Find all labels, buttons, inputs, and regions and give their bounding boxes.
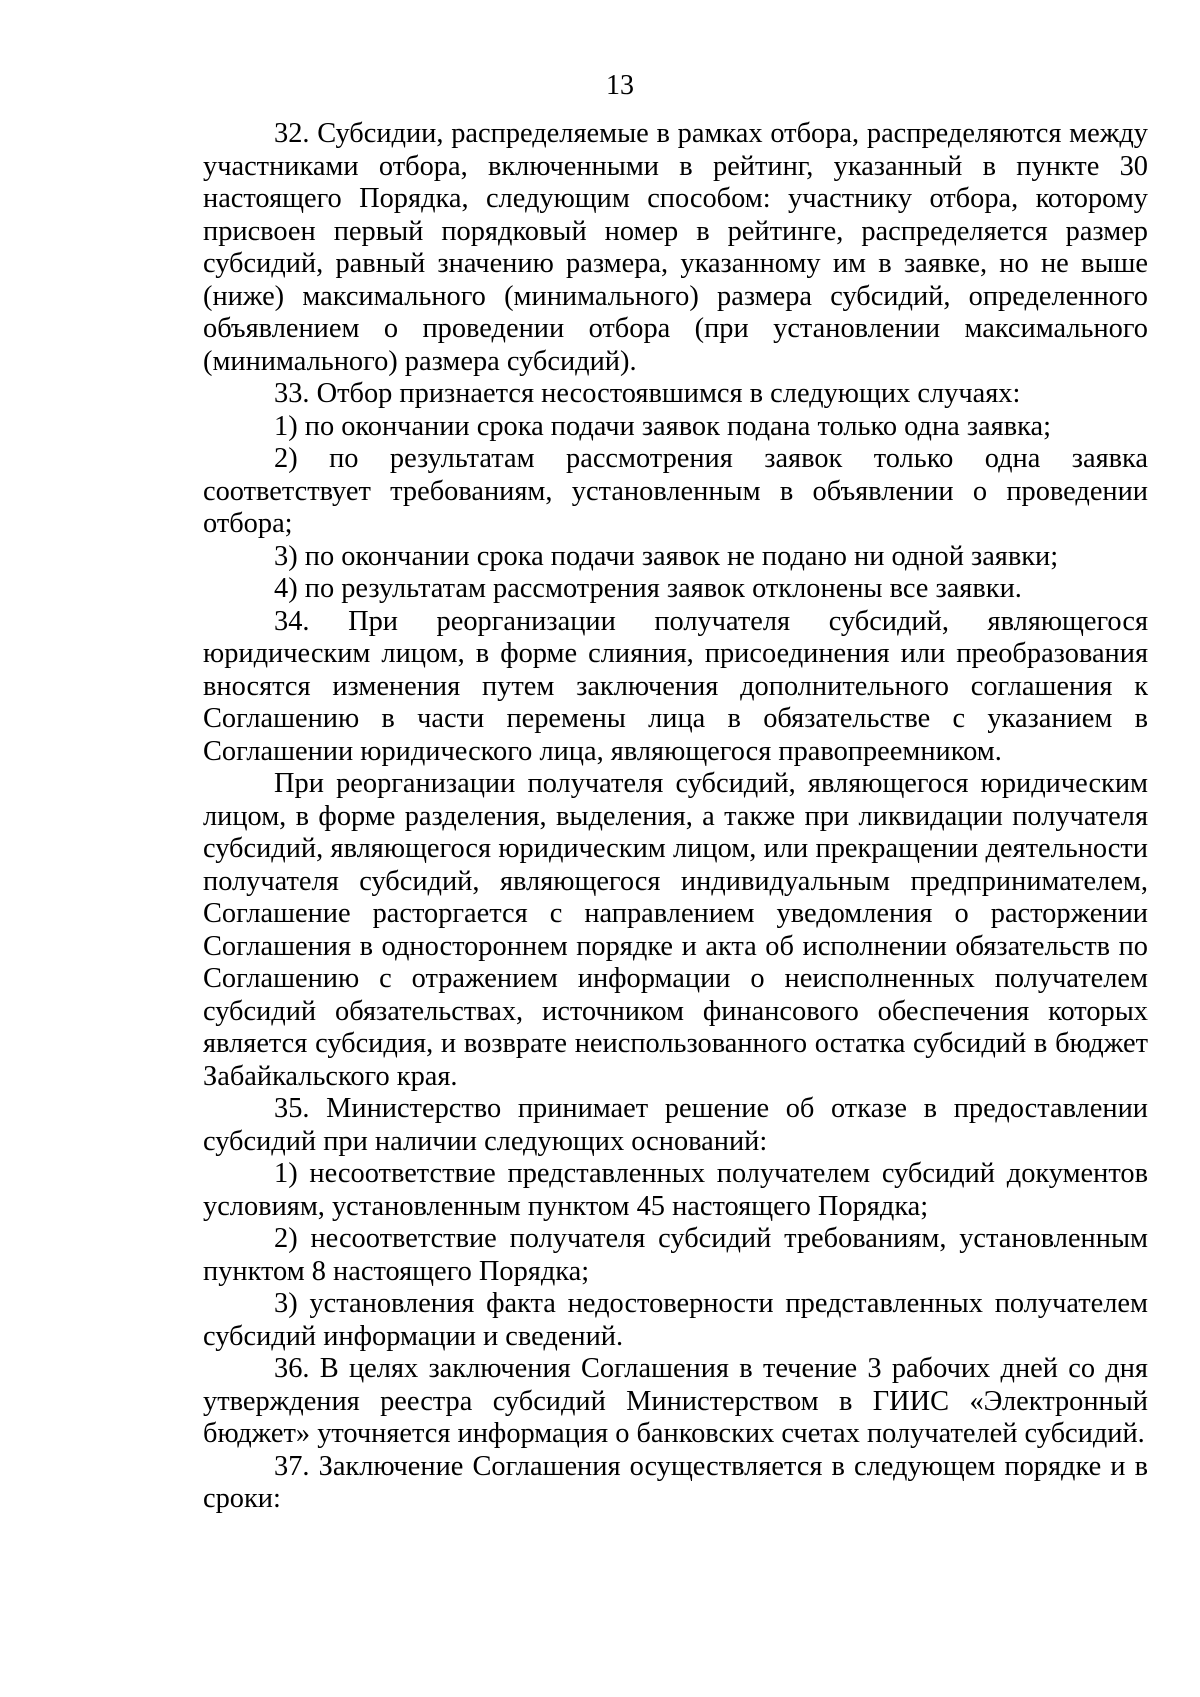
paragraph-33-item-2: 2) по результатам рассмотрения заявок только одна заявка соответствует требованиям, установленным в объявлении о проведении отбора; [203,443,1148,539]
paragraph-37: 37. Заключение Соглашения осуществляется в следующем порядке и в сроки: [203,1450,1148,1514]
paragraph-35-item-1: 1) несоответствие представленных получателем субсидий документов условиям, установленным пунктом 45 настоящего Порядка; [203,1158,1148,1222]
paragraph-33-item-4: 4) по результатам рассмотрения заявок отклонены все заявки. [274,573,1022,604]
paragraph-34-continued: При реорганизации получателя субсидий, являющегося юридическим лицом, в форме разделения, выделения, а также при ликвидации получателя субсидий, являющегося юридическим лицом, или прекращении деятельности получателя субсидий, являющегося индивидуальным предпринимателем, Соглашение расторгается с направлением уведомления о расторжении Соглашения в одностороннем порядке и акта об исполнении обязательств по Соглашению с отражением информации о неисполненных получателем субсидий обязательствах, источником финансового обеспечения которых является субсидия, и возврате неиспользованного остатка субсидий в бюджет Забайкальского края. [203,768,1148,1092]
paragraph-35-item-3: 3) установления факта недостоверности представленных получателем субсидий информации и сведений. [203,1288,1148,1352]
paragraph-32: 32. Субсидии, распределяемые в рамках отбора, распределяются между участниками отбора, включенными в рейтинг, указанный в пункте 30 настоящего Порядка, следующим способом: участнику отбора, которому присвоен первый порядковый номер в рейтинге, распределяется размер субсидий, равный значению размера, указанному им в заявке, но не выше (ниже) максимального (минимального) размера субсидий, определенного объявлением о проведении отбора (при установлении максимального (минимального) размера субсидий). [203,118,1148,377]
paragraph-33-item-3: 3) по окончании срока подачи заявок не подано ни одной заявки; [274,540,1059,572]
page-number: 13 [606,70,634,101]
paragraph-35: 35. Министерство принимает решение об отказе в предоставлении субсидий при наличии следующих оснований: [203,1093,1148,1157]
document-body [203,118,1148,1516]
paragraph-34: 34. При реорганизации получателя субсидий, являющегося юридическим лицом, в форме слияния, присоединения или преобразования вносятся изменения путем заключения дополнительного соглашения к Соглашению в части перемены лица в обязательстве с указанием в Соглашении юридического лица, являющегося правопреемником. [203,605,1148,767]
paragraph-36: 36. В целях заключения Соглашения в течение 3 рабочих дней со дня утверждения реестра субсидий Министерством в ГИИС «Электронный бюджет» уточняется информация о банковских счетах получателей субсидий. [203,1353,1148,1449]
paragraph-35-item-2: 2) несоответствие получателя субсидий требованиям, установленным пунктом 8 настоящего Порядка; [203,1223,1148,1287]
paragraph-33-item-1: 1) по окончании срока подачи заявок подана только одна заявка; [274,410,1051,442]
paragraph-33: 33. Отбор признается несостоявшимся в следующих случаях: [274,378,1021,409]
